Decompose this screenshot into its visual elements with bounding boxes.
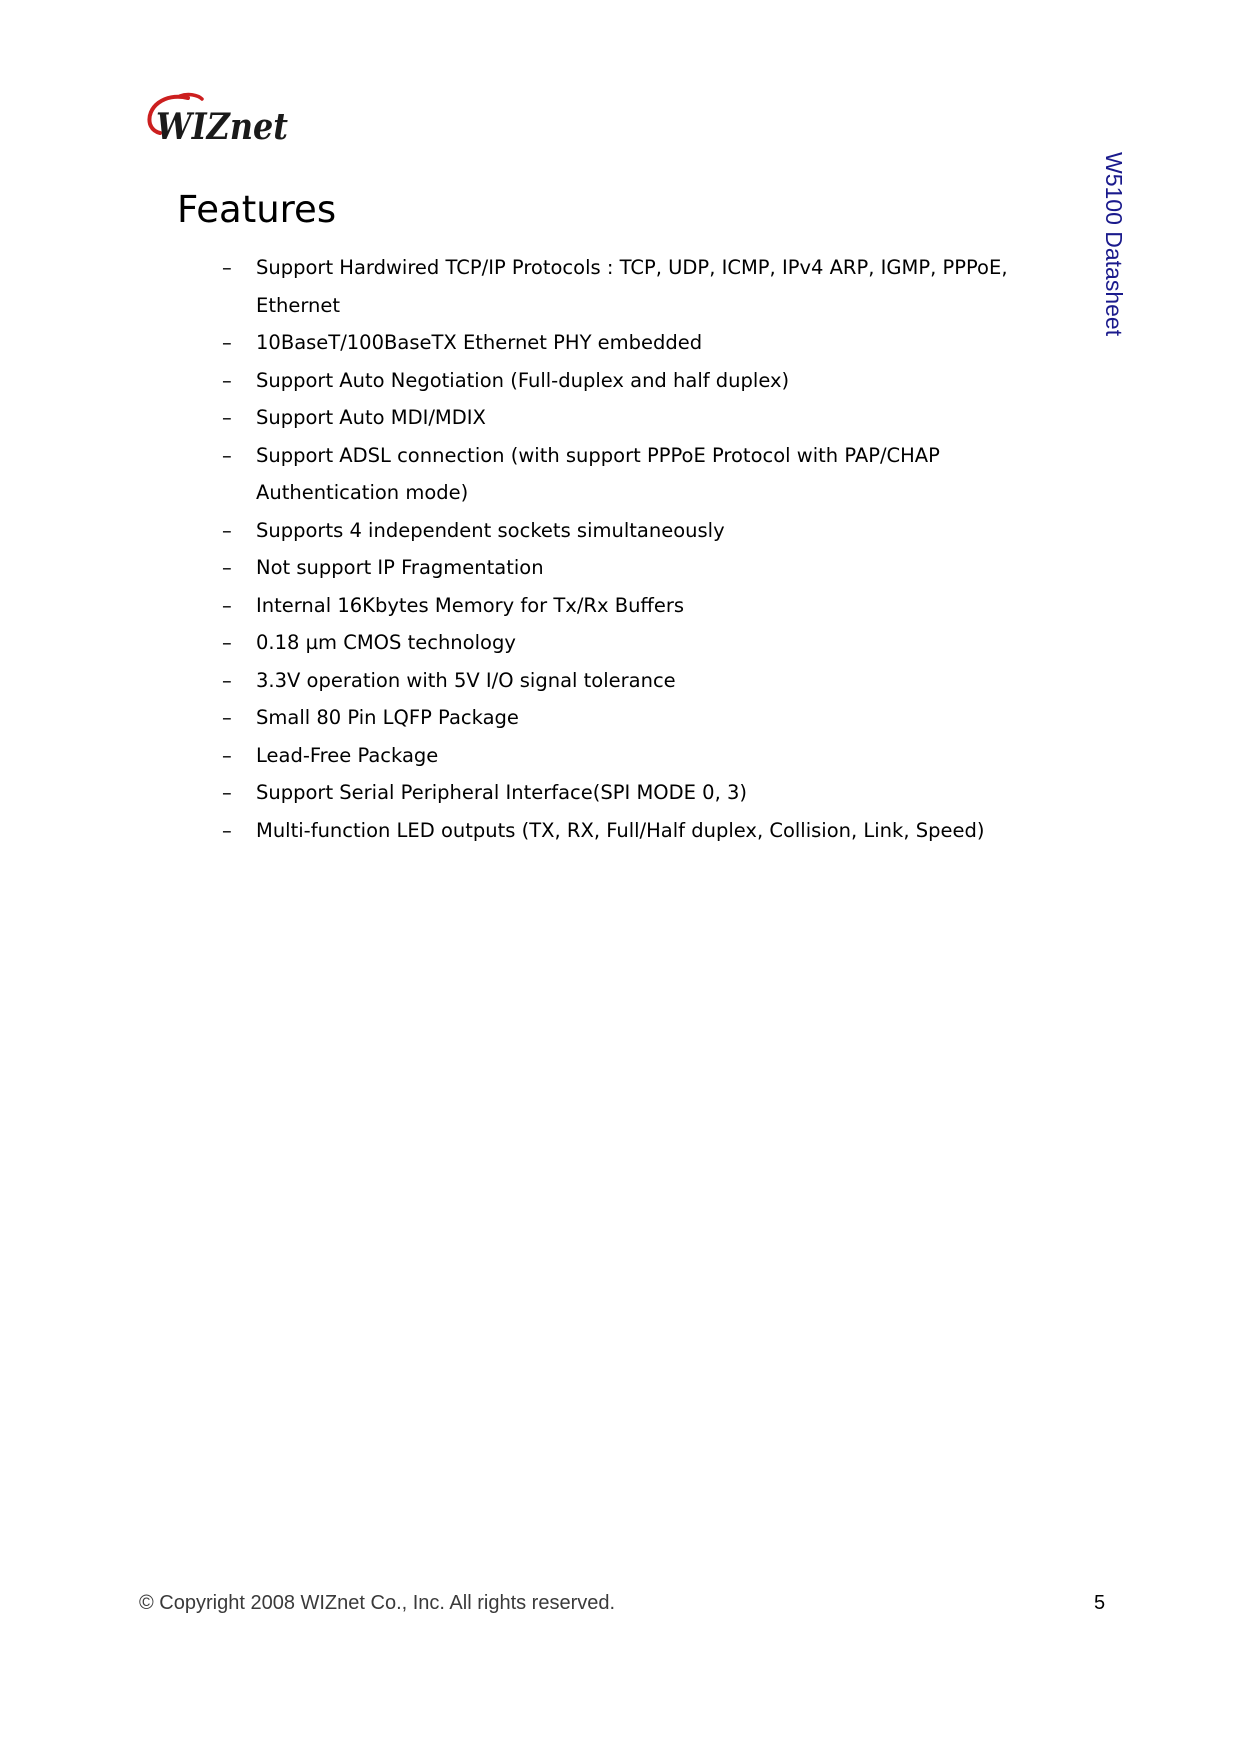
bullet-dash: –	[222, 406, 232, 429]
feature-text: Support Auto MDI/MDIX	[256, 406, 486, 429]
feature-text: 3.3V operation with 5V I/O signal tolerance	[256, 668, 676, 692]
bullet-dash: –	[222, 256, 232, 279]
bullet-dash: –	[222, 781, 232, 804]
feature-item	[222, 549, 1082, 587]
bullet-dash: –	[222, 556, 232, 579]
feature-item	[222, 737, 1082, 775]
feature-text: Supports 4 independent sockets simultaneously	[256, 518, 725, 542]
bullet-dash: –	[222, 593, 232, 617]
bullet-dash: –	[222, 668, 232, 692]
feature-text: Support Auto Negotiation (Full-duplex and half duplex)	[256, 368, 790, 392]
feature-item	[222, 437, 1082, 512]
page-title: Features	[177, 188, 337, 231]
bullet-dash: –	[222, 331, 232, 354]
feature-item	[222, 699, 1082, 737]
feature-text: Lead-Free Package	[256, 743, 439, 767]
feature-item	[222, 399, 1082, 437]
feature-text: Support Hardwired TCP/IP Protocols : TCP, UDP, ICMP, IPv4 ARP, IGMP, PPPoE, Ethernet	[256, 256, 1008, 317]
feature-text: Support Serial Peripheral Interface(SPI MODE 0, 3)	[256, 781, 747, 804]
logo-text: WIZnet	[156, 106, 289, 148]
feature-item	[222, 249, 1082, 324]
footer-copyright: © Copyright 2008 WIZnet Co., Inc. All rights reserved.	[139, 1592, 616, 1614]
feature-text: 10BaseT/100BaseTX Ethernet PHY embedded	[256, 331, 703, 354]
feature-text: 0.18 µm CMOS technology	[256, 631, 516, 654]
bullet-dash: –	[222, 631, 232, 654]
bullet-dash: –	[222, 518, 232, 542]
bullet-dash: –	[222, 368, 232, 392]
features-list	[222, 249, 1082, 849]
feature-text: Small 80 Pin LQFP Package	[256, 706, 519, 729]
datasheet-side-title: W5100 Datasheet	[1101, 152, 1127, 337]
feature-text: Support ADSL connection (with support PPPoE Protocol with PAP/CHAP Authentication mode)	[256, 443, 940, 504]
feature-item	[222, 324, 1082, 362]
bullet-dash: –	[222, 743, 232, 767]
feature-item	[222, 512, 1082, 550]
bullet-dash: –	[222, 706, 232, 729]
feature-item	[222, 624, 1082, 662]
feature-text: Internal 16Kbytes Memory for Tx/Rx Buffers	[256, 593, 685, 617]
feature-item	[222, 587, 1082, 625]
feature-item	[222, 812, 1082, 850]
bullet-dash: –	[222, 443, 232, 467]
feature-item	[222, 662, 1082, 700]
page-number: 5	[1094, 1592, 1106, 1614]
feature-item	[222, 362, 1082, 400]
wiznet-logo	[144, 90, 294, 154]
feature-text: Multi-function LED outputs (TX, RX, Full/Half duplex, Collision, Link, Speed)	[256, 818, 985, 842]
feature-text: Not support IP Fragmentation	[256, 556, 544, 579]
feature-item	[222, 774, 1082, 812]
bullet-dash: –	[222, 818, 232, 842]
